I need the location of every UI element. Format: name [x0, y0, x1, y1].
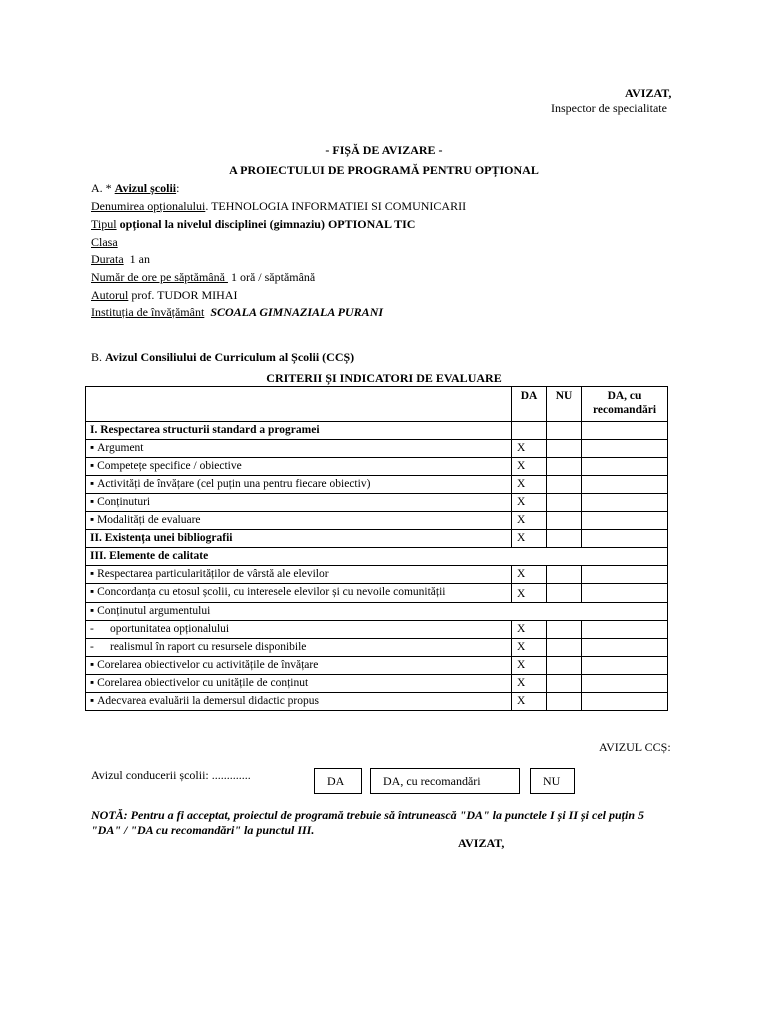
- rec-cell: [582, 422, 668, 440]
- school-opinion-label: Avizul conducerii școlii: .............: [91, 768, 251, 782]
- table-row: [86, 693, 668, 711]
- table-title: CRITERII ȘI INDICATORI DE EVALUARE: [266, 371, 502, 385]
- field-type: Tipul opțional la nivelul disciplinei (gimnaziu) OPTIONAL TIC: [91, 217, 416, 231]
- da-cell: X: [512, 657, 547, 675]
- rec-cell: [582, 639, 668, 657]
- nu-cell: [547, 639, 582, 657]
- da-cell: X: [512, 639, 547, 657]
- table-row: [86, 458, 668, 476]
- da-cell: [512, 422, 547, 440]
- table-row: [86, 476, 668, 494]
- rec-cell: [582, 675, 668, 693]
- table-row: [86, 584, 668, 603]
- inspector-label: Inspector de specialitate: [551, 101, 667, 115]
- rec-cell: [582, 566, 668, 584]
- option-da-box[interactable]: DA: [314, 768, 362, 794]
- nu-cell: [547, 476, 582, 494]
- table-row: [86, 639, 668, 657]
- rec-cell: [582, 584, 668, 603]
- nu-cell: [547, 440, 582, 458]
- nu-cell: [547, 422, 582, 440]
- criteria-table: [85, 386, 668, 711]
- section-b-heading: B. Avizul Consiliului de Curriculum al Școlii (CCȘ): [91, 350, 355, 364]
- criterion-item: ▪ Competețe specifice / obiective: [86, 458, 512, 476]
- da-cell: X: [512, 675, 547, 693]
- col-da-header: DA: [512, 387, 547, 422]
- note-text: NOTĂ: Pentru a fi acceptat, proiectul de programă trebuie să întrunească "DA" la punctele I și II și cel puțin 5 "DA" / "DA cu recomandări" la punctul III.: [91, 808, 645, 837]
- criterion-item: ▪ Conținuturi: [86, 494, 512, 512]
- da-cell: X: [512, 693, 547, 711]
- criterion-item: ▪ Corelarea obiectivelor cu unitățile de conținut: [86, 675, 512, 693]
- table-row: [86, 657, 668, 675]
- da-cell: X: [512, 584, 547, 603]
- table-row: [86, 422, 668, 440]
- field-class: Clasa: [91, 235, 118, 249]
- da-cell: X: [512, 458, 547, 476]
- nu-cell: [547, 657, 582, 675]
- criterion-section: II. Existența unei bibliografii: [86, 530, 512, 548]
- table-row: [86, 548, 668, 566]
- rec-cell: [582, 458, 668, 476]
- da-cell: X: [512, 512, 547, 530]
- rec-cell: [582, 693, 668, 711]
- table-header-row: [86, 387, 668, 422]
- nu-cell: [547, 530, 582, 548]
- rec-cell: [582, 530, 668, 548]
- criterion-item: ▪ Concordanța cu etosul școlii, cu interesele elevilor și cu nevoile comunității: [86, 584, 512, 603]
- criterion-item: ▪ Respectarea particularităților de vârstă ale elevilor: [86, 566, 512, 584]
- da-cell: X: [512, 440, 547, 458]
- rec-cell: [582, 476, 668, 494]
- da-cell: X: [512, 494, 547, 512]
- criteria-header-cell: [86, 387, 512, 422]
- rec-cell: [582, 512, 668, 530]
- criterion-item: ▪ Conținutul argumentului: [86, 603, 668, 621]
- table-row: [86, 440, 668, 458]
- rec-cell: [582, 440, 668, 458]
- criterion-item: ▪ Argument: [86, 440, 512, 458]
- rec-cell: [582, 494, 668, 512]
- nu-cell: [547, 675, 582, 693]
- document-title: - FIȘĂ DE AVIZARE -: [325, 143, 443, 157]
- nu-cell: [547, 458, 582, 476]
- criterion-subitem: - oportunitatea opționalului: [86, 621, 512, 639]
- nu-cell: [547, 566, 582, 584]
- criterion-section: I. Respectarea structurii standard a programei: [86, 422, 512, 440]
- field-optional-name: Denumirea opționalului. TEHNOLOGIA INFORMATIEI SI COMUNICARII: [91, 199, 467, 213]
- da-cell: X: [512, 530, 547, 548]
- col-nu-header: NU: [547, 387, 582, 422]
- option-nu-box[interactable]: NU: [530, 768, 575, 794]
- option-da-rec-box[interactable]: DA, cu recomandări: [370, 768, 520, 794]
- field-author: Autorul prof. TUDOR MIHAI: [91, 288, 238, 302]
- nu-cell: [547, 621, 582, 639]
- nu-cell: [547, 494, 582, 512]
- field-institution: Instituția de învățământ SCOALA GIMNAZIALA PURANI: [91, 305, 384, 319]
- table-row: [86, 512, 668, 530]
- criterion-item: ▪ Corelarea obiectivelor cu activitățile de învățare: [86, 657, 512, 675]
- nu-cell: [547, 584, 582, 603]
- approval-footer: AVIZAT,: [458, 836, 505, 850]
- da-cell: X: [512, 621, 547, 639]
- approval-heading: AVIZAT,: [625, 86, 672, 100]
- field-duration: Durata 1 an: [91, 252, 150, 266]
- rec-cell: [582, 657, 668, 675]
- field-hours: Număr de ore pe săptămână 1 oră / săptămână: [91, 270, 316, 284]
- da-cell: X: [512, 566, 547, 584]
- nu-cell: [547, 512, 582, 530]
- ccs-opinion-label: AVIZUL CCȘ:: [599, 740, 671, 754]
- criterion-subitem: - realismul în raport cu resursele disponibile: [86, 639, 512, 657]
- document-subtitle: A PROIECTULUI DE PROGRAMĂ PENTRU OPȚIONAL: [229, 163, 539, 177]
- col-rec-header: DA, cu recomandări: [582, 387, 668, 422]
- table-row: [86, 530, 668, 548]
- table-row: [86, 494, 668, 512]
- nu-cell: [547, 693, 582, 711]
- criterion-section: III. Elemente de calitate: [86, 548, 668, 566]
- table-row: [86, 621, 668, 639]
- table-row: [86, 675, 668, 693]
- table-row: [86, 566, 668, 584]
- da-cell: X: [512, 476, 547, 494]
- table-row: [86, 603, 668, 621]
- section-a-heading: A. * Avizul școlii:: [91, 181, 180, 195]
- criterion-item: ▪ Adecvarea evaluării la demersul didactic propus: [86, 693, 512, 711]
- criterion-item: ▪ Modalități de evaluare: [86, 512, 512, 530]
- criterion-item: ▪ Activități de învățare (cel puțin una pentru fiecare obiectiv): [86, 476, 512, 494]
- rec-cell: [582, 621, 668, 639]
